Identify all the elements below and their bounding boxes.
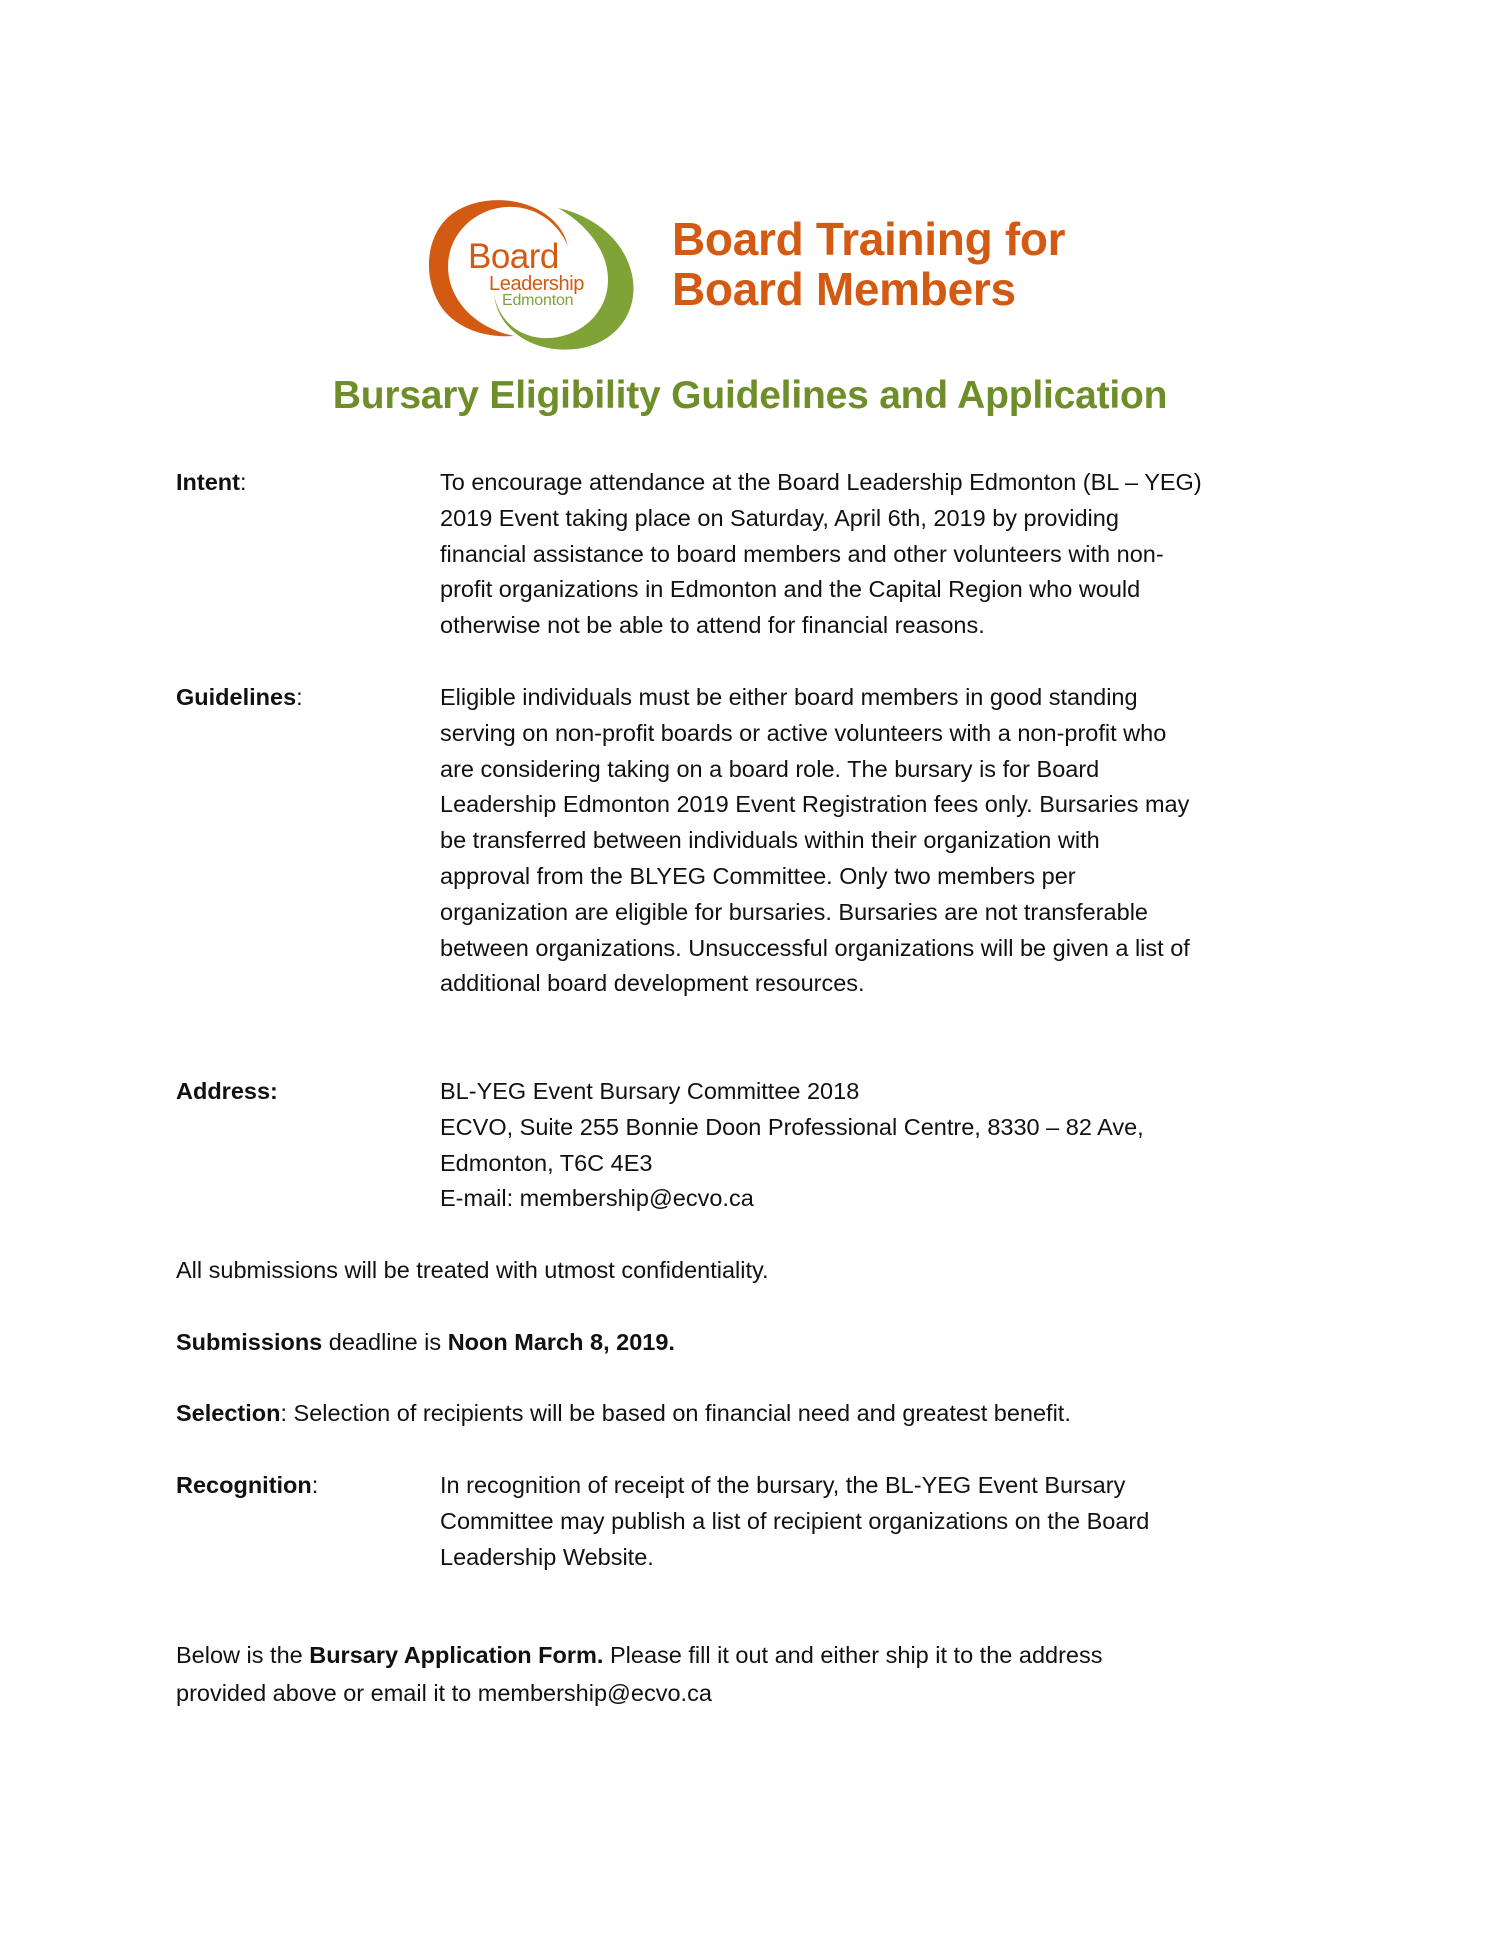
address-body bbox=[440, 1074, 1340, 1217]
address-line-city: Edmonton, T6C 4E3 bbox=[440, 1149, 653, 1176]
address-label: Address: bbox=[176, 1078, 278, 1104]
recognition-body bbox=[440, 1468, 1340, 1575]
board-leadership-edmonton-logo bbox=[418, 184, 643, 356]
intent-line: otherwise not be able to attend for financial reasons. bbox=[440, 612, 985, 639]
confidentiality-note: All submissions will be treated with utmost confidentiality. bbox=[176, 1257, 769, 1283]
guidelines-line: are considering taking on a board role. The bursary is for Board bbox=[440, 755, 1100, 782]
closing-paragraph bbox=[176, 1636, 1102, 1712]
closing-line-2: provided above or email it to membership@ecvo.ca bbox=[176, 1680, 712, 1706]
selection-label: Selection bbox=[176, 1400, 281, 1426]
headline-line-2: Board Members bbox=[672, 263, 1016, 315]
intent-line: financial assistance to board members and other volunteers with non- bbox=[440, 540, 1164, 567]
guidelines-line: between organizations. Unsuccessful organizations will be given a list of bbox=[440, 934, 1190, 961]
recognition-line: In recognition of receipt of the bursary, the BL-YEG Event Bursary bbox=[440, 1472, 1126, 1498]
guidelines-line: organization are eligible for bursaries. Bursaries are not transferable bbox=[440, 898, 1148, 925]
guidelines-line: serving on non-profit boards or active volunteers with a non-profit who bbox=[440, 719, 1167, 746]
logo-word-board: Board bbox=[468, 237, 559, 276]
guidelines-line: approval from the BLYEG Committee. Only two members per bbox=[440, 862, 1076, 889]
deadline-middle: deadline is bbox=[322, 1329, 448, 1355]
closing-line-1: Below is the Bursary Application Form. Please fill it out and either ship it to the address bbox=[176, 1642, 1103, 1668]
intent-line: To encourage attendance at the Board Leadership Edmonton (BL – YEG) bbox=[440, 469, 1202, 495]
deadline-lead: Submissions bbox=[176, 1329, 323, 1355]
page-title: Bursary Eligibility Guidelines and Application bbox=[332, 374, 1168, 417]
intent-line: 2019 Event taking place on Saturday, April 6th, 2019 by providing bbox=[440, 504, 1119, 531]
deadline-date: Noon March 8, 2019. bbox=[447, 1329, 675, 1355]
guidelines-label: Guidelines: bbox=[176, 684, 303, 710]
guidelines-line: additional board development resources. bbox=[440, 970, 865, 997]
logo-word-leadership: Leadership bbox=[489, 273, 584, 295]
selection-text: : Selection of recipients will be based on financial need and greatest benefit. bbox=[280, 1400, 1071, 1426]
recognition-line: Leadership Website. bbox=[440, 1543, 654, 1570]
event-headline bbox=[672, 214, 1065, 314]
recognition-line: Committee may publish a list of recipient organizations on the Board bbox=[440, 1507, 1150, 1534]
logo-word-edmonton: Edmonton bbox=[502, 292, 574, 309]
address-line-email: E-mail: membership@ecvo.ca bbox=[440, 1185, 754, 1212]
address-line-street: ECVO, Suite 255 Bonnie Doon Professional Centre, 8330 – 82 Ave, bbox=[440, 1113, 1144, 1140]
recognition-label: Recognition: bbox=[176, 1472, 319, 1498]
application-form-reference: Bursary Application Form. bbox=[309, 1642, 604, 1668]
deadline-note bbox=[176, 1325, 675, 1361]
guidelines-line: Leadership Edmonton 2019 Event Registration fees only. Bursaries may bbox=[440, 791, 1190, 818]
guidelines-line: be transferred between individuals within their organization with bbox=[440, 827, 1100, 854]
guidelines-line: Eligible individuals must be either board members in good standing bbox=[440, 684, 1138, 710]
headline-line-1: Board Training for bbox=[672, 213, 1066, 265]
intent-label: Intent: bbox=[176, 469, 247, 495]
selection-note bbox=[176, 1396, 1071, 1432]
address-line-committee: BL-YEG Event Bursary Committee 2018 bbox=[440, 1078, 860, 1104]
email-link[interactable]: membership@ecvo.ca bbox=[477, 1680, 712, 1706]
intent-body bbox=[440, 465, 1340, 644]
guidelines-body bbox=[440, 680, 1340, 1002]
intent-line: profit organizations in Edmonton and the Capital Region who would bbox=[440, 576, 1141, 603]
